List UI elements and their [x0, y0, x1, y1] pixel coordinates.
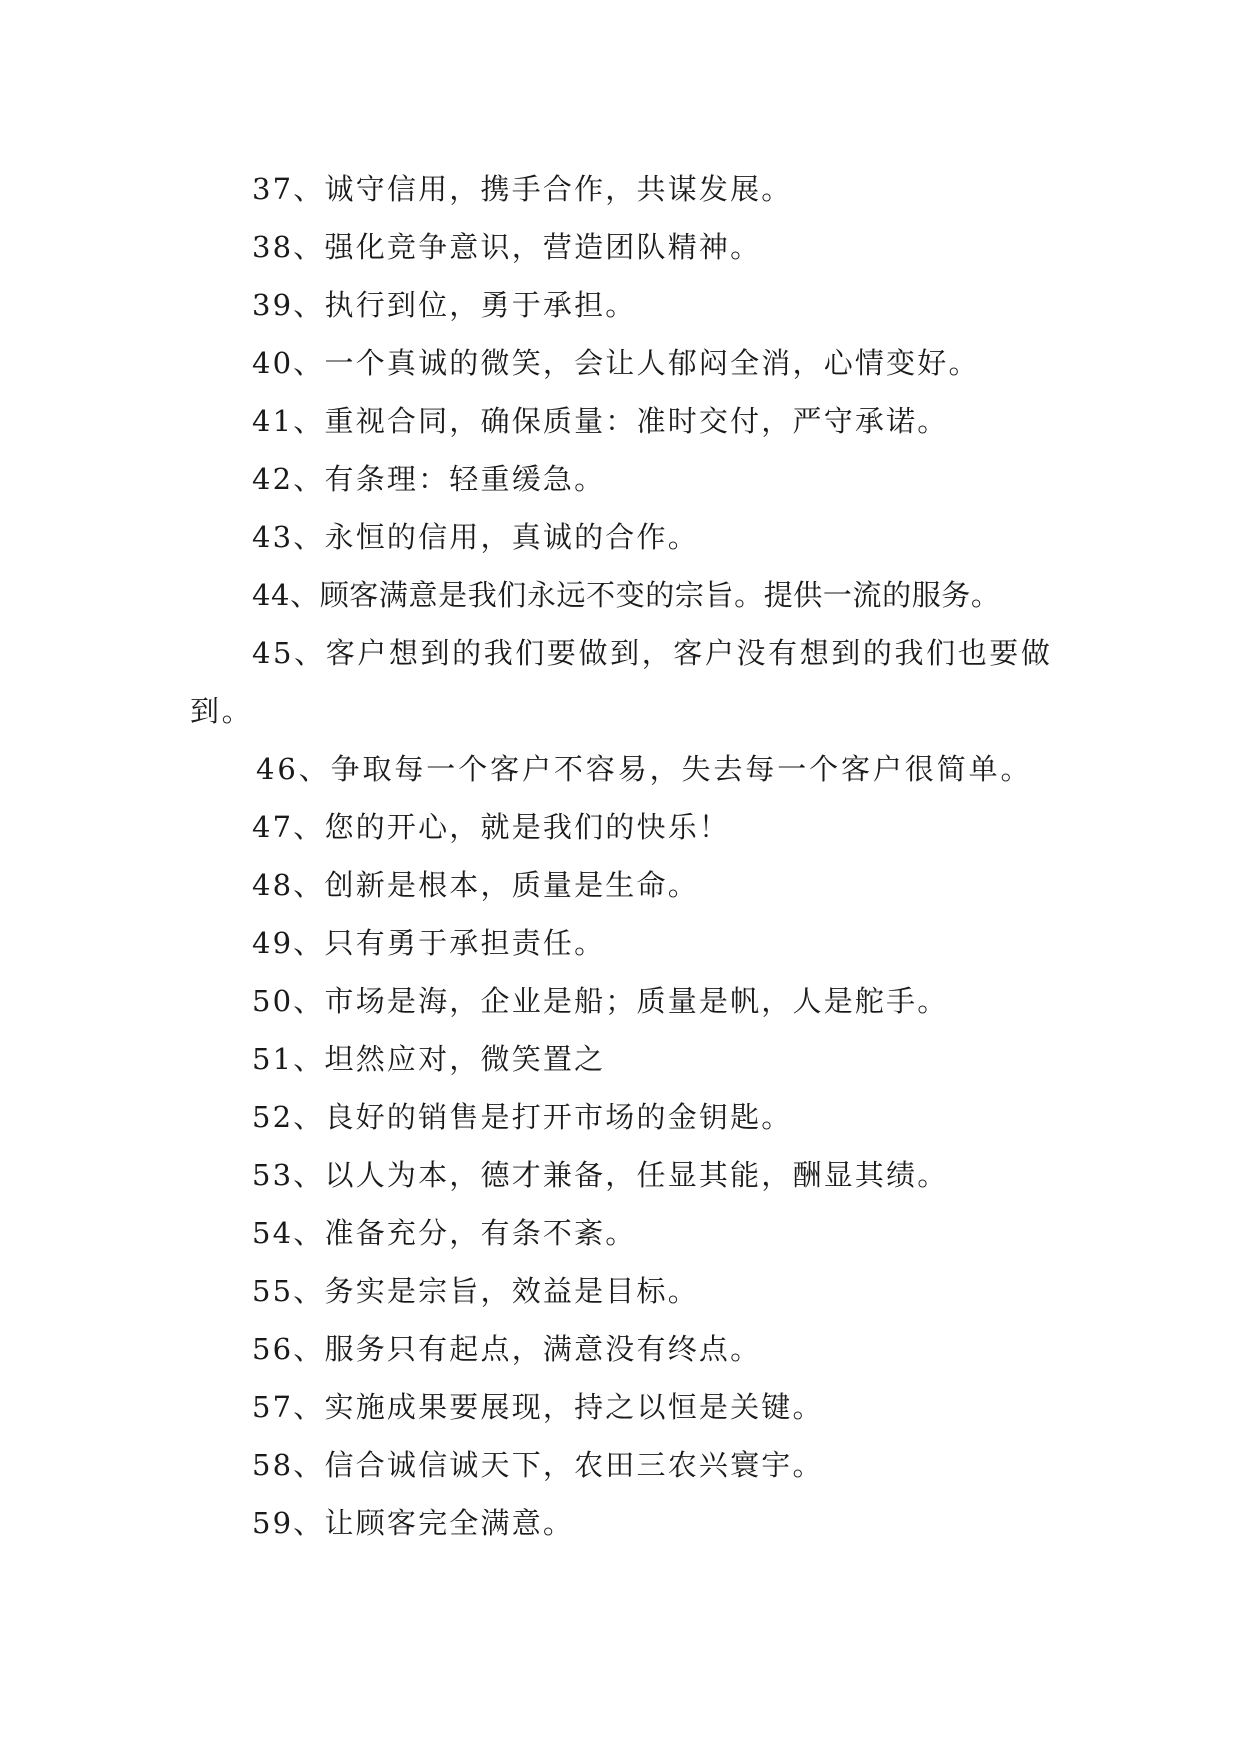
list-item: 43、永恒的信用，真诚的合作。 — [252, 520, 699, 554]
list-item: 56、服务只有起点，满意没有终点。 — [252, 1332, 762, 1366]
list-item: 58、信合诚信诚天下，农田三农兴寰宇。 — [252, 1448, 824, 1482]
list-item: 46、争取每一个客户不容易，失去每一个客户很简单。 — [256, 752, 1033, 786]
list-item: 52、良好的销售是打开市场的金钥匙。 — [252, 1100, 793, 1134]
list-item: 57、实施成果要展现，持之以恒是关键。 — [252, 1390, 824, 1424]
list-item: 55、务实是宗旨，效益是目标。 — [252, 1274, 699, 1308]
list-item: 47、您的开心，就是我们的快乐！ — [252, 810, 731, 844]
slogan-list — [190, 160, 1070, 1552]
list-item: 53、以人为本，德才兼备，任显其能，酬显其绩。 — [252, 1158, 949, 1192]
list-item: 48、创新是根本，质量是生命。 — [252, 868, 699, 902]
list-item: 42、有条理：轻重缓急。 — [252, 462, 606, 496]
list-item: 39、执行到位，勇于承担。 — [252, 288, 637, 322]
list-item: 44、顾客满意是我们永远不变的宗旨。提供一流的服务。 — [252, 578, 1001, 612]
list-item: 38、强化竞争意识，营造团队精神。 — [252, 230, 762, 264]
list-item: 37、诚守信用，携手合作，共谋发展。 — [252, 172, 793, 206]
list-item: 50、市场是海，企业是船；质量是帆，人是舵手。 — [252, 984, 949, 1018]
list-item: 45、客户想到的我们要做到，客户没有想到的我们也要做到。 — [190, 636, 1053, 728]
list-item: 59、让顾客完全满意。 — [252, 1506, 575, 1540]
list-item: 49、只有勇于承担责任。 — [252, 926, 606, 960]
list-item: 41、重视合同，确保质量：准时交付，严守承诺。 — [252, 404, 949, 438]
list-item: 51、坦然应对，微笑置之 — [252, 1042, 606, 1076]
list-item: 40、一个真诚的微笑，会让人郁闷全消，心情变好。 — [252, 346, 980, 380]
list-item: 54、准备充分，有条不紊。 — [252, 1216, 637, 1250]
